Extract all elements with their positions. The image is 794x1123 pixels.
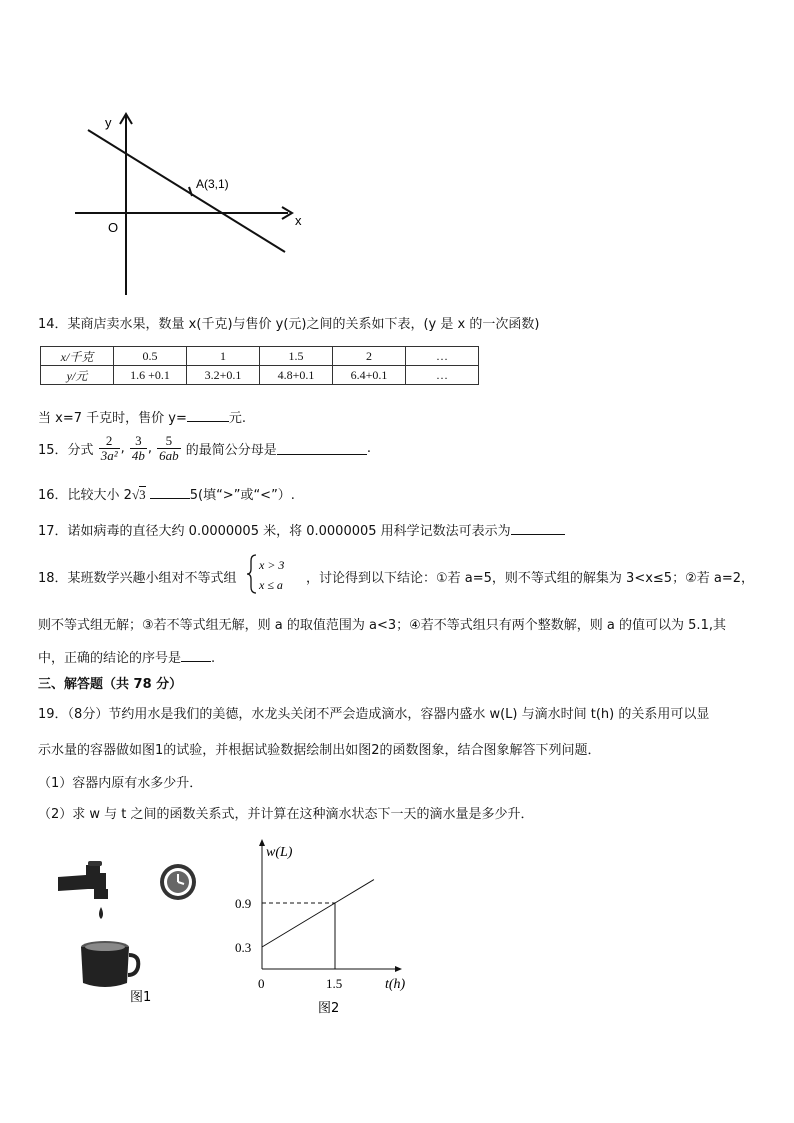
q18-line1-rest: ，讨论得到以下结论：①若 a=5，则不等式组的解集为 3<x≤5；②若 a=2， [306,571,754,586]
q14-answer [38,407,246,426]
series-line [262,880,374,947]
clock-icon [160,864,196,900]
q16 [38,484,295,503]
q19-sub1: （1）容器内原有水多少升． [38,776,203,791]
table-cell: 1 [187,347,260,366]
q19-sub2: （2）求 w 与 t 之间的函数关系式，并计算在这种滴水状态下一天的滴水量是多少升． [38,807,534,822]
q16-answer-blank[interactable] [150,486,190,499]
table-cell: 6.4+0.1 [333,366,406,385]
fraction-3: $\frac{5}{6ab}$ [159,433,179,463]
q18-line3-prefix: 中，正确的结论的序号是 [38,651,182,666]
q14-text: 14．某商店卖水果，数量 x(千克)与售价 y(元)之间的关系如下表，(y 是 x 的一次函数) [38,317,540,332]
q14-answer-suffix: 元. [228,411,246,426]
y-tick-label: 0.3 [235,940,252,956]
figure-2-chart [225,838,425,1023]
q18-line2: 则不等式组无解；③若不等式组无解，则 a 的取值范围为 a<3；④若不等式组只有两个整数解，则 a 的值可以为 5.1,其 [38,618,726,633]
separator: , [147,441,153,456]
x-axis-arrow [395,966,402,972]
q19-line1: 19．（8分）节约用水是我们的美德，水龙头关闭不严会造成滴水，容器内盛水 w(L) 与滴水时间 t(h) 的关系用可以显 [38,707,710,722]
table-cell: … [406,366,479,385]
sqrt-symbol: √ [131,487,140,502]
q15-suffix: 的最简公分母是 [185,443,277,458]
separator: , [120,441,125,456]
q18-line3-end: . [211,651,216,666]
origin-label: O [108,220,119,235]
q14-table [40,346,479,385]
y-tick-label: 0.9 [235,896,252,912]
table-cell: x/千克 [41,347,114,366]
q15-end: . [366,441,371,456]
q15-prefix: 15．分式 [38,443,94,458]
table-cell: 4.8+0.1 [260,366,333,385]
faucet-icon [58,861,108,899]
q15-answer-blank[interactable] [277,442,367,455]
q17 [38,520,565,539]
figure-2-caption: 图2 [318,1001,340,1016]
q17-text: 17．诺如病毒的直径大约 0.0000005 米，将 0.0000005 用科学记数法可表示为 [38,524,511,539]
table-cell: 3.2+0.1 [187,366,260,385]
system-line-1: x > 3 [259,558,285,572]
q16-radicand: 3 [139,487,146,502]
q16-suffix: 5(填“>”或“<”）. [189,488,295,503]
y-axis-label: y [105,115,112,130]
q17-answer-blank[interactable] [511,522,565,535]
table-row [41,347,479,366]
figure-1 [50,855,210,1015]
q18-prefix: 18．某班数学兴趣小组对不等式组 [38,571,237,586]
water-drop-icon [99,907,103,919]
point-a-tick [189,187,192,196]
y-axis-arrow [259,839,265,846]
cup-icon [81,941,138,987]
q16-prefix: 16．比较大小 2 [38,488,132,503]
q19-line2: 示水量的容器做如图1的试验，并根据试验数据绘制出如图2的函数图象，结合图象解答下列问题． [38,743,601,758]
table-cell: … [406,347,479,366]
point-a-label: A(3,1) [196,177,229,191]
q18-answer-blank[interactable] [181,649,211,662]
table-cell: 1.5 [260,347,333,366]
left-brace-icon [247,555,256,593]
y-axis-label: w(L) [266,845,293,860]
table-cell: 0.5 [114,347,187,366]
q14-answer-prefix: 当 x=7 千克时，售价 y= [38,411,187,426]
q18-line3 [38,647,215,666]
origin-tick-label: 0 [258,976,265,991]
table-row [41,366,479,385]
x-tick-label: 1.5 [326,976,343,991]
coordinate-graph [70,110,310,300]
table-cell: y/元 [41,366,114,385]
x-axis-label: t(h) [385,977,406,992]
q15 [38,434,371,463]
fraction-2: $\frac{3}{4b}$ [131,433,145,463]
figure-1-caption: 图1 [130,990,152,1005]
fraction-1: $\frac{2}{\text{3a²}}$ [100,433,118,463]
q14-answer-blank[interactable] [187,409,229,422]
x-axis-label: x [295,213,302,228]
section-title: 三、解答题（共 78 分） [38,677,183,692]
table-cell: 2 [333,347,406,366]
inequality-system [247,553,307,595]
system-line-2: x ≤ a [259,578,283,592]
table-cell: 1.6 +0.1 [114,366,187,385]
